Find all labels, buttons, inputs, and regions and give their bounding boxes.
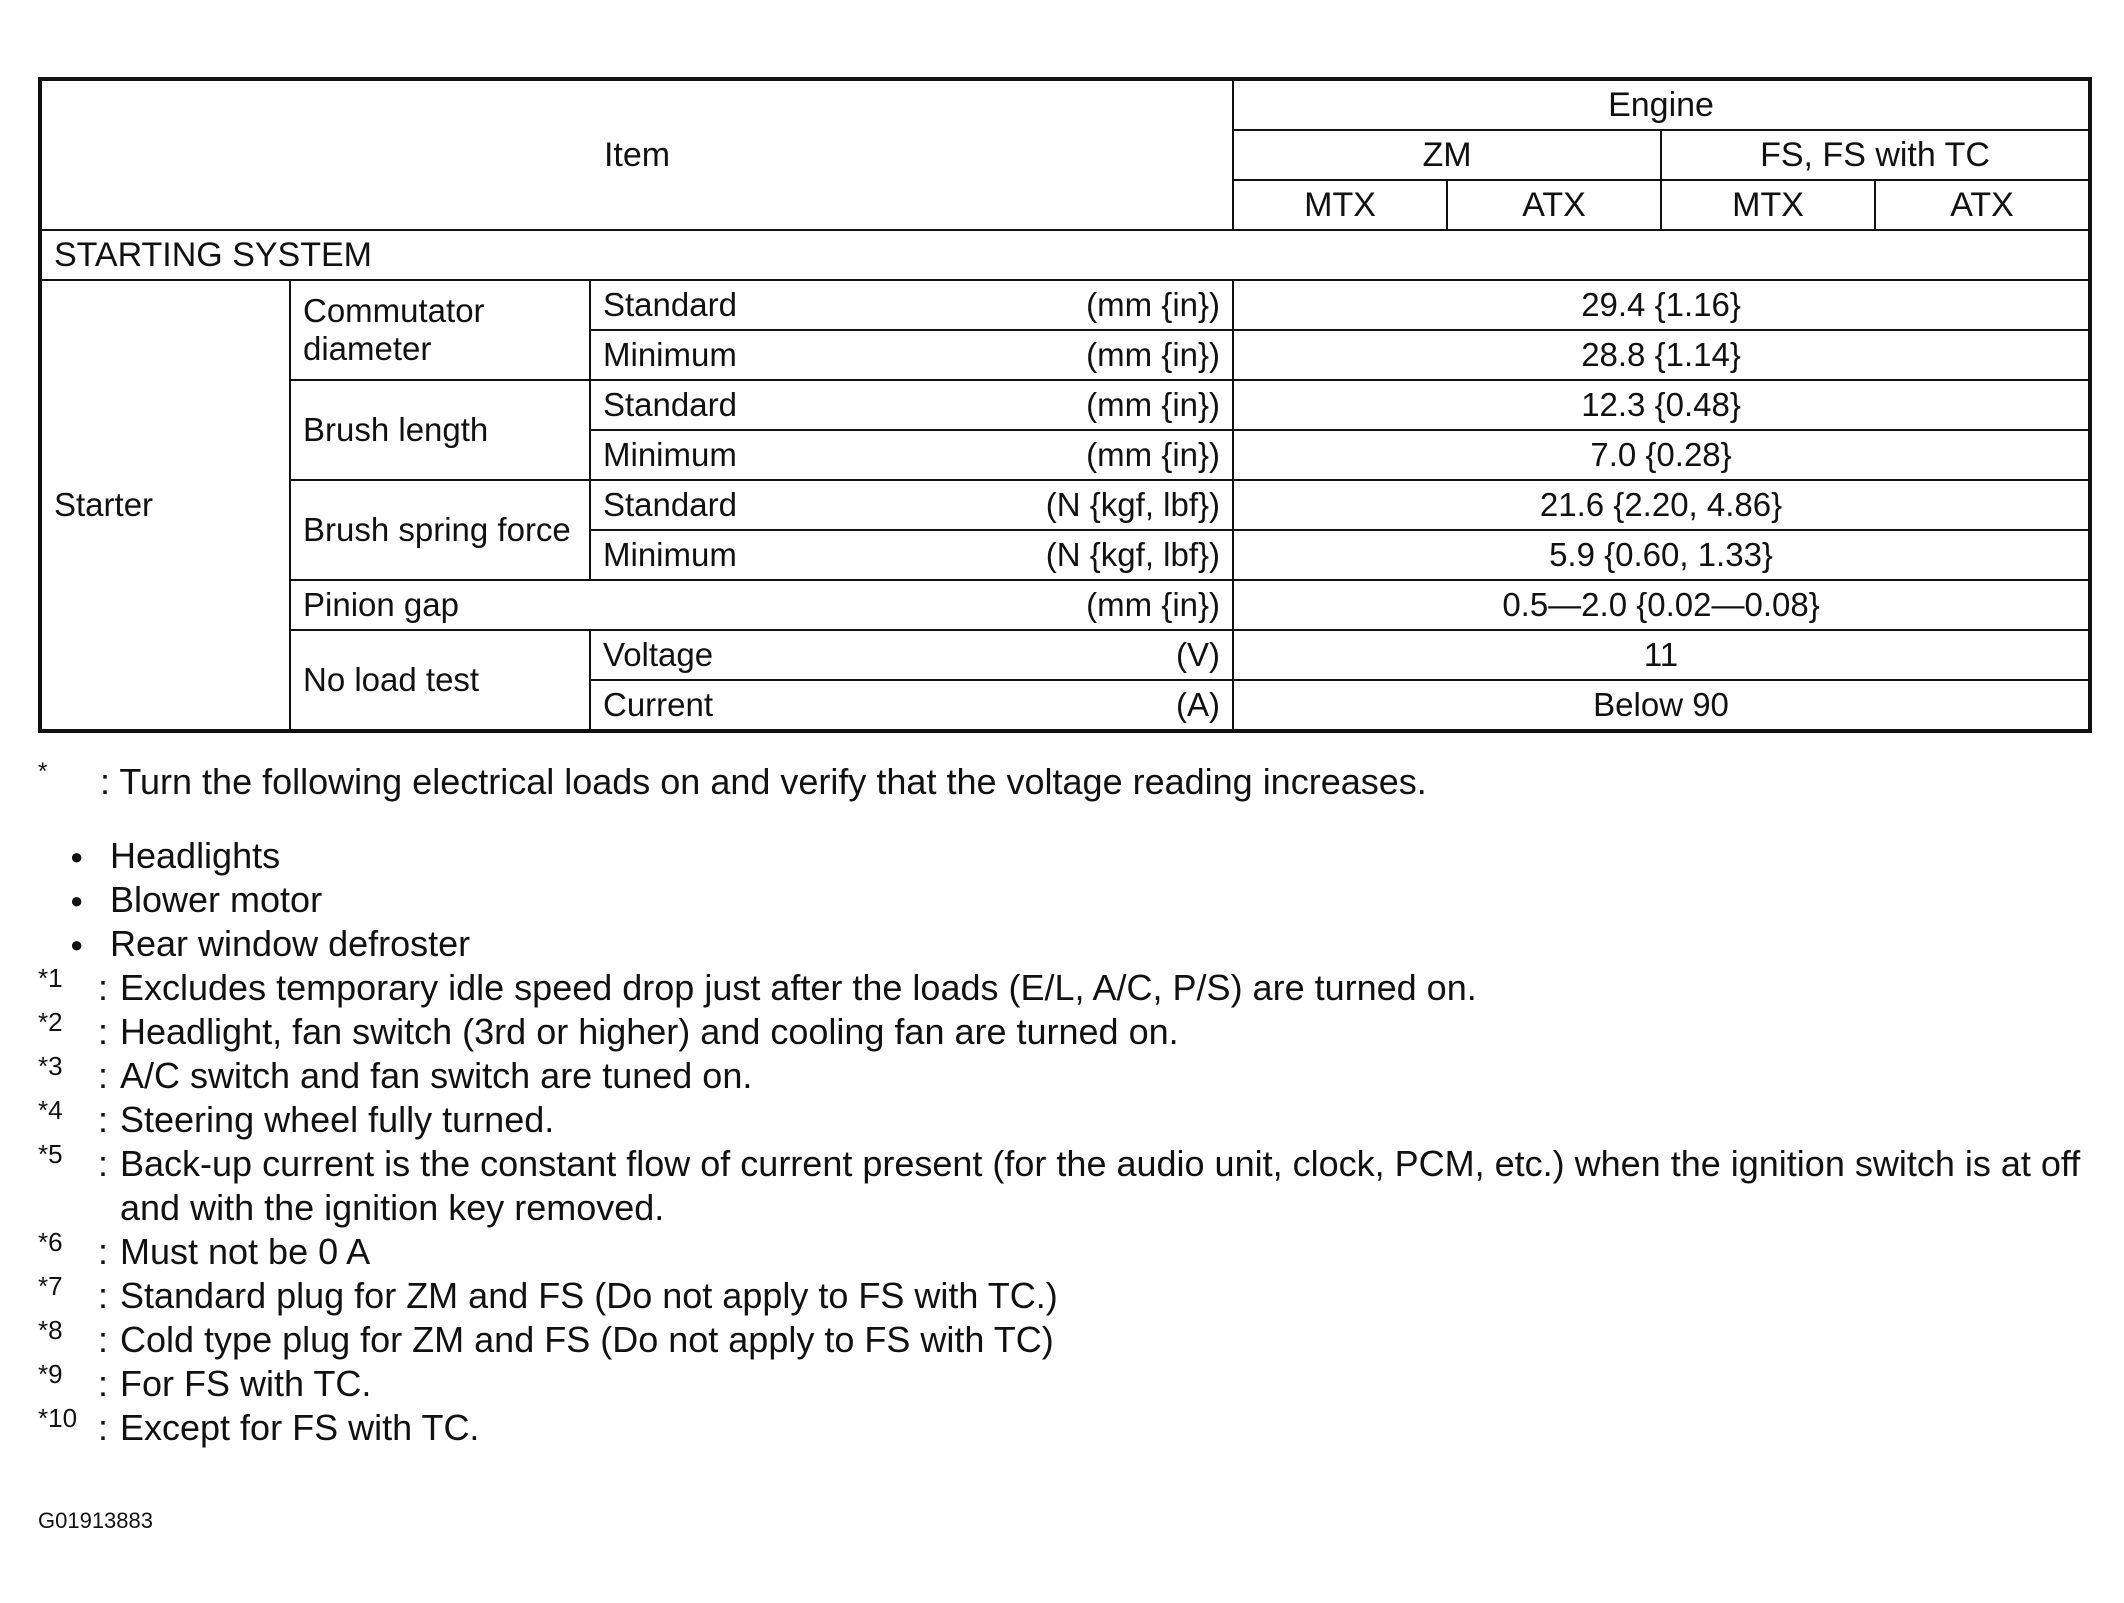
- table-cell-value: 5.9 {0.60, 1.33}: [1233, 530, 2090, 580]
- row-label-pinion-gap: Pinion gap (mm {in}): [290, 580, 1233, 630]
- spec-table: [38, 77, 2092, 733]
- list-item: ● Rear window defroster: [110, 922, 2098, 966]
- header-zm: ZM: [1233, 130, 1661, 180]
- footnote: *2 : Headlight, fan switch (3rd or higher) and cooling fan are turned on.: [38, 1007, 1179, 1052]
- footnote: *9 : For FS with TC.: [38, 1359, 372, 1404]
- footnote-list: [38, 963, 2098, 1450]
- table-cell-value: 29.4 {1.16}: [1233, 280, 2090, 330]
- table-cell-value: 0.5—2.0 {0.02—0.08}: [1233, 580, 2090, 630]
- footnote: *7 : Standard plug for ZM and FS (Do not apply to FS with TC.): [38, 1271, 1058, 1316]
- header-zm-mtx: MTX: [1233, 180, 1447, 230]
- row-label-no-load-test: No load test: [290, 630, 590, 731]
- load-list: [38, 834, 2098, 966]
- footnote: *5 : Back-up current is the constant flow of current present (for the audio unit, clock, PCM, etc.) when the ignition switch is at off and with the ignition key removed.: [38, 1139, 2081, 1228]
- table-cell-value: 11: [1233, 630, 2090, 680]
- list-item: ● Headlights: [110, 834, 2098, 878]
- table-cell-value: 7.0 {0.28}: [1233, 430, 2090, 480]
- footnote: *10 : Except for FS with TC.: [38, 1403, 480, 1448]
- star-note: [38, 760, 2098, 804]
- footnote: *1 : Excludes temporary idle speed drop just after the loads (E/L, A/C, P/S) are turned on.: [38, 963, 1477, 1008]
- row-label-brush-length: Brush length: [290, 380, 590, 480]
- table-cell-value: Below 90: [1233, 680, 2090, 731]
- footnote: *8 : Cold type plug for ZM and FS (Do not apply to FS with TC): [38, 1315, 1054, 1360]
- section-starting-system: STARTING SYSTEM: [40, 230, 2090, 280]
- table-cell-value: 28.8 {1.14}: [1233, 330, 2090, 380]
- table-row-label: Current (A): [590, 680, 1233, 731]
- note-text: : Turn the following electrical loads on and verify that the voltage reading increases.: [100, 761, 1427, 802]
- header-engine: Engine: [1233, 79, 2090, 130]
- table-cell-value: 21.6 {2.20, 4.86}: [1233, 480, 2090, 530]
- row-label-commutator: Commutator diameter: [290, 280, 590, 380]
- table-row-label: Minimum (mm {in}): [590, 430, 1233, 480]
- header-zm-atx: ATX: [1447, 180, 1661, 230]
- header-fs-mtx: MTX: [1661, 180, 1875, 230]
- table-row-label: Standard (mm {in}): [590, 380, 1233, 430]
- table-row-label: Standard (N {kgf, lbf}): [590, 480, 1233, 530]
- table-row-label: Standard (mm {in}): [590, 280, 1233, 330]
- figure-code: G01913883: [38, 1508, 153, 1533]
- table-row-label: Voltage (V): [590, 630, 1233, 680]
- list-item: ● Blower motor: [110, 878, 2098, 922]
- header-fs-atx: ATX: [1875, 180, 2090, 230]
- table-cell-value: 12.3 {0.48}: [1233, 380, 2090, 430]
- group-starter: Starter: [40, 280, 290, 731]
- footnote: *6 : Must not be 0 A: [38, 1227, 371, 1272]
- notes-section: [38, 760, 2098, 1450]
- row-label-brush-spring: Brush spring force: [290, 480, 590, 580]
- table-row-label: Minimum (N {kgf, lbf}): [590, 530, 1233, 580]
- header-fs: FS, FS with TC: [1661, 130, 2090, 180]
- table-row-label: Minimum (mm {in}): [590, 330, 1233, 380]
- footnote: *3 : A/C switch and fan switch are tuned on.: [38, 1051, 753, 1096]
- footnote: *4 : Steering wheel fully turned.: [38, 1095, 555, 1140]
- header-item: Item: [40, 79, 1233, 230]
- note-mark: *: [38, 758, 48, 785]
